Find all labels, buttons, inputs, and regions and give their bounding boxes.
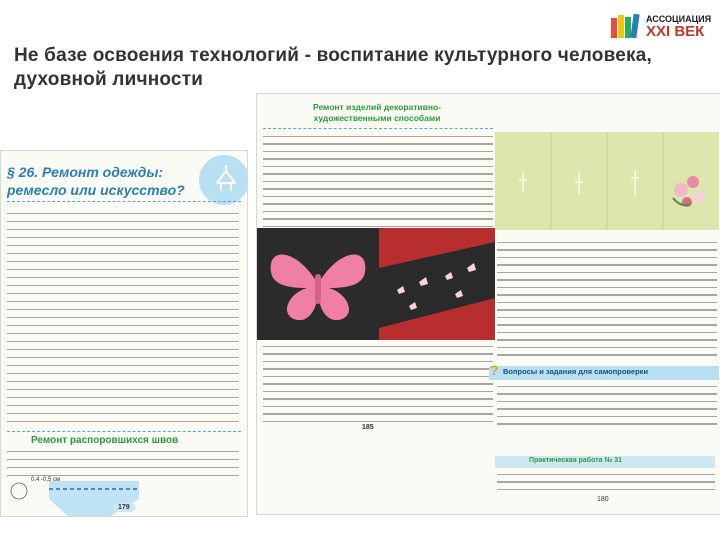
divider (263, 128, 493, 129)
textbook-page-right (256, 93, 720, 515)
body-text-block-3 (497, 242, 717, 362)
paragraph-title: § 26. Ремонт одежды: ремесло или искусство? (7, 164, 185, 198)
questions-text (497, 386, 717, 431)
logo-line1: АССОЦИАЦИЯ (646, 14, 712, 24)
body-text-block-2 (263, 346, 493, 428)
page-number: 179 (113, 503, 135, 512)
practical-work-heading: Практическая работа № 31 (529, 457, 623, 464)
embroidery-stages-image (495, 132, 719, 230)
divider (7, 431, 241, 432)
question-mark-icon (489, 362, 501, 378)
textbook-page-left (0, 150, 248, 517)
questions-heading: Вопросы и задания для самопроверки (503, 367, 649, 376)
butterfly-applique-photo (257, 228, 379, 340)
decorative-band-photo (379, 228, 495, 340)
logo-line2: XXI ВЕК (646, 23, 705, 40)
body-text-block (263, 136, 493, 241)
figure-label: 0,4 -0,5 см (31, 477, 61, 483)
association-logo (610, 6, 710, 42)
page-heading: Ремонт изделий декоративно-художественными способами (312, 102, 442, 123)
questions-block (489, 362, 719, 446)
svg-text:?: ? (490, 362, 499, 378)
page-number-2: 180 (597, 496, 609, 503)
divider (7, 201, 241, 202)
practical-work-header (495, 456, 715, 468)
body-text-block (7, 213, 239, 429)
slide-title: Не базе освоения технологий - воспитание культурного человека, духовной личности (14, 45, 652, 90)
books-logo-icon (610, 12, 644, 40)
questions-header (489, 366, 719, 380)
page-number: 185 (362, 424, 374, 431)
practical-text (497, 474, 715, 496)
hanger-icon (213, 163, 239, 193)
embroidery-photo (495, 132, 719, 230)
butterfly-image (257, 228, 379, 340)
section-heading: Ремонт распоровшихся швов (31, 435, 179, 446)
butterfly-band-image (379, 228, 495, 340)
